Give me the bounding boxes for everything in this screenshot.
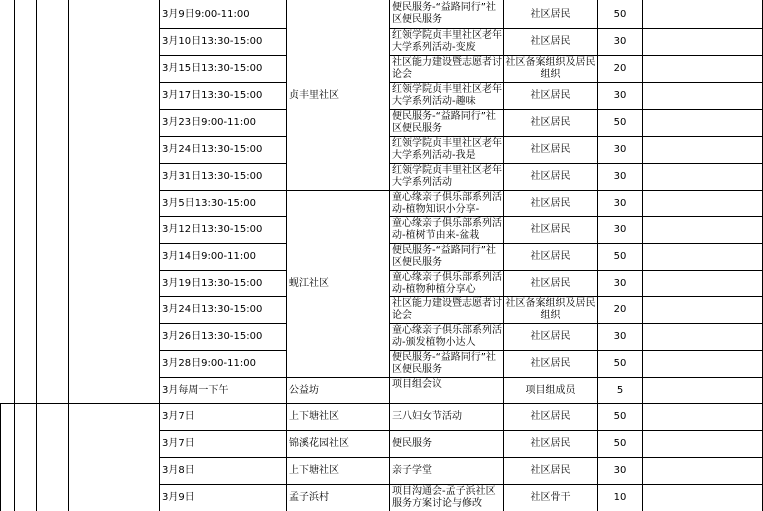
count-cell: 30 [613, 277, 627, 289]
count-cell: 50 [613, 438, 627, 449]
place-cell: 上下塘社区 [289, 411, 339, 422]
activity-cell: 便民服务 [392, 438, 432, 449]
activity-cell: 童心缘亲子俱乐部系列活动-植树节由来-盆栽 [392, 218, 502, 241]
target-cell: 社区备案组织及居民组织 [505, 298, 596, 321]
target-cell: 社区居民 [530, 438, 571, 449]
date-cell: 3月17日13:30-15:00 [162, 90, 263, 101]
count-cell: 30 [613, 197, 627, 209]
target-cell: 社区居民 [530, 224, 571, 235]
grid-line [642, 0, 643, 511]
activity-cell: 项目沟通会-孟子浜社区服务方案讨论与修改 [392, 486, 496, 509]
target-cell: 社区居民 [530, 90, 571, 101]
date-cell: 3月24日13:30-15:00 [162, 304, 263, 315]
count-cell: 20 [613, 304, 627, 315]
grid-line [14, 0, 15, 511]
date-cell: 3月8日 [162, 465, 195, 476]
target-cell: 社区骨干 [530, 492, 571, 503]
activity-cell: 红领学院贞丰里社区老年大学系列活动-变废 [392, 30, 502, 53]
target-cell: 社区居民 [530, 358, 571, 369]
grid-line [68, 0, 69, 511]
target-cell: 社区居民 [530, 171, 571, 182]
target-cell: 社区居民 [530, 465, 571, 476]
target-cell: 社区备案组织及居民组织 [505, 57, 596, 80]
target-cell: 社区居民 [530, 411, 571, 422]
activity-cell: 社区能力建设暨志愿者讨论会 [392, 57, 502, 80]
date-cell: 3月15日13:30-15:00 [162, 63, 263, 74]
activity-cell: 红领学院贞丰里社区老年大学系列活动 [392, 165, 502, 188]
count-cell: 30 [613, 224, 627, 235]
activity-cell: 便民服务-“益路同行”社区便民服务 [392, 352, 496, 375]
date-cell: 3月12日13:30-15:00 [162, 224, 263, 235]
target-cell: 社区居民 [530, 251, 571, 262]
activity-cell: 便民服务-“益路同行”社区便民服务 [392, 111, 496, 134]
count-cell: 30 [613, 36, 627, 47]
date-cell: 3月14日9:00-11:00 [162, 251, 256, 262]
place-cell: 蚬江社区 [289, 278, 329, 289]
grid-line [0, 403, 1, 511]
activity-cell: 亲子学堂 [392, 465, 432, 476]
date-cell: 3月23日9:00-11:00 [162, 117, 256, 128]
date-cell: 3月5日13:30-15:00 [162, 197, 256, 209]
target-cell: 社区居民 [530, 331, 571, 342]
activity-cell: 童心缘亲子俱乐部系列活动-颁发植物小达人 [392, 325, 502, 348]
activity-cell: 社区能力建设暨志愿者讨论会 [392, 298, 502, 321]
date-cell: 3月19日13:30-15:00 [162, 277, 263, 289]
date-cell: 3月7日 [162, 438, 195, 449]
count-cell: 50 [613, 117, 627, 128]
place-cell: 公益坊 [289, 384, 319, 396]
count-cell: 50 [613, 358, 627, 369]
activity-cell: 便民服务-“益路同行”社区便民服务 [392, 2, 496, 25]
activity-cell: 童心缘亲子俱乐部系列活动-植物种植分享心 [392, 272, 502, 295]
date-cell: 3月9日 [162, 492, 195, 503]
count-cell: 30 [613, 144, 627, 155]
date-cell: 3月10日13:30-15:00 [162, 36, 263, 47]
target-cell: 社区居民 [530, 36, 571, 47]
activity-cell: 便民服务-“益路同行”社区便民服务 [392, 245, 496, 268]
target-cell: 社区居民 [530, 144, 571, 155]
place-cell: 上下塘社区 [289, 465, 339, 476]
count-cell: 20 [613, 63, 627, 74]
count-cell: 30 [613, 171, 627, 182]
count-cell: 30 [613, 90, 627, 101]
place-cell: 贞丰里社区 [289, 89, 339, 101]
count-cell: 5 [616, 384, 624, 396]
count-cell: 30 [613, 465, 627, 476]
grid-line [36, 0, 37, 511]
target-cell: 社区居民 [530, 277, 571, 289]
count-cell: 10 [613, 492, 627, 503]
count-cell: 50 [613, 411, 627, 422]
date-cell: 3月7日 [162, 411, 195, 422]
date-cell: 3月9日9:00-11:00 [162, 8, 250, 20]
activity-cell: 红领学院贞丰里社区老年大学系列活动-趣味 [392, 84, 502, 107]
activity-cell: 三八妇女节活动 [392, 411, 462, 422]
activity-cell: 项目组会议 [392, 379, 442, 390]
date-cell: 3月31日13:30-15:00 [162, 171, 263, 182]
activity-cell: 红领学院贞丰里社区老年大学系列活动-我是 [392, 138, 502, 161]
date-cell: 3月28日9:00-11:00 [162, 358, 256, 369]
date-cell: 3月每周一下午 [162, 384, 229, 396]
target-cell: 社区居民 [530, 117, 571, 128]
date-cell: 3月24日13:30-15:00 [162, 144, 263, 155]
count-cell: 50 [613, 8, 627, 20]
date-cell: 3月26日13:30-15:00 [162, 331, 263, 342]
count-cell: 50 [613, 251, 627, 262]
target-cell: 项目组成员 [525, 384, 576, 396]
place-cell: 锦溪花园社区 [289, 438, 349, 449]
target-cell: 社区居民 [530, 197, 571, 209]
target-cell: 社区居民 [530, 8, 571, 20]
place-cell: 孟子浜村 [289, 492, 329, 503]
count-cell: 30 [613, 331, 627, 342]
activity-cell: 童心缘亲子俱乐部系列活动-植物知识小分享- [392, 192, 502, 215]
